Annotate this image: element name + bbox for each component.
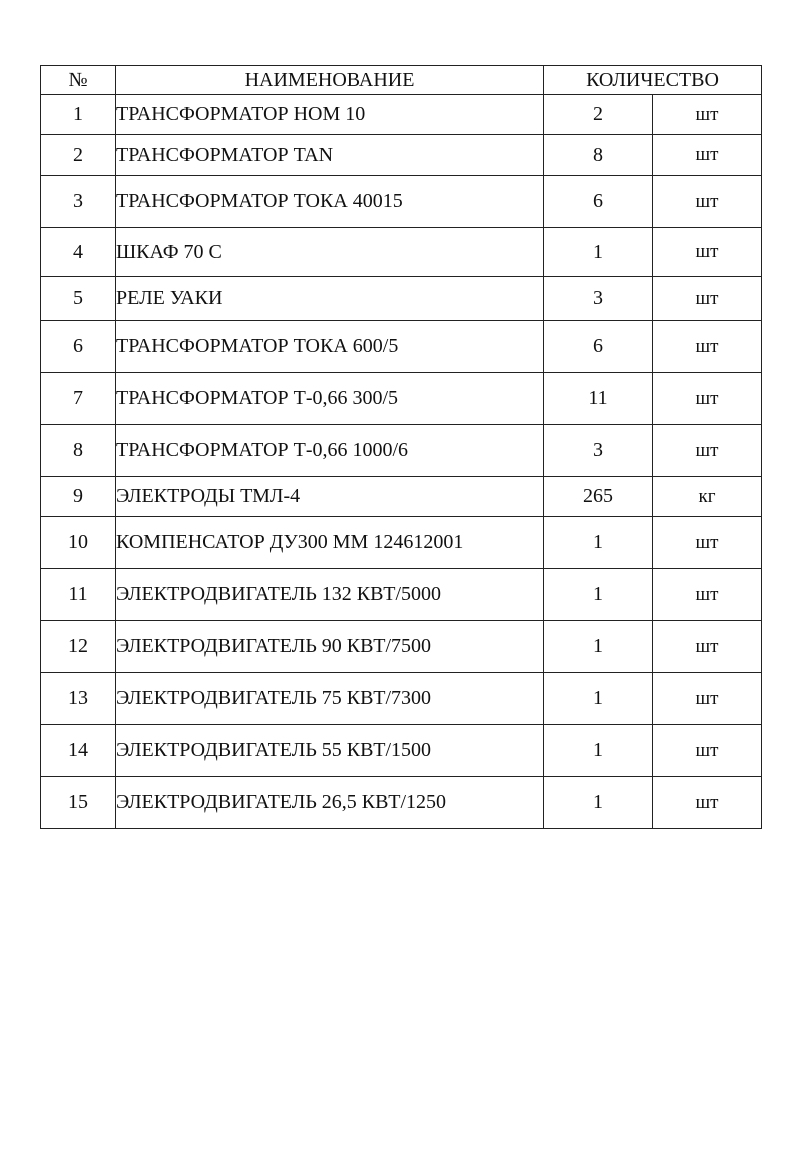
table-body — [41, 95, 762, 829]
item-name: ТРАНСФОРМАТОР Т-0,66 1000/6 — [116, 425, 544, 477]
item-name: ТРАНСФОРМАТОР НОМ 10 — [116, 95, 544, 135]
item-name: ЭЛЕКТРОДВИГАТЕЛЬ 132 КВТ/5000 — [116, 569, 544, 621]
item-quantity: 11 — [544, 373, 653, 425]
table-row — [41, 425, 762, 477]
item-unit: шт — [653, 425, 762, 477]
row-number: 9 — [41, 477, 116, 517]
inventory-table — [40, 65, 762, 829]
item-quantity: 2 — [544, 95, 653, 135]
table-row — [41, 777, 762, 829]
item-name: ШКАФ 70 С — [116, 228, 544, 277]
row-number: 7 — [41, 373, 116, 425]
table-row — [41, 621, 762, 673]
item-quantity: 265 — [544, 477, 653, 517]
row-number: 15 — [41, 777, 116, 829]
table-row — [41, 228, 762, 277]
item-name: ТРАНСФОРМАТОР Т-0,66 300/5 — [116, 373, 544, 425]
item-name: КОМПЕНСАТОР ДУ300 ММ 124612001 — [116, 517, 544, 569]
table-row — [41, 321, 762, 373]
item-unit: шт — [653, 95, 762, 135]
table-row — [41, 373, 762, 425]
row-number: 13 — [41, 673, 116, 725]
row-number: 6 — [41, 321, 116, 373]
item-quantity: 6 — [544, 321, 653, 373]
item-name: ЭЛЕКТРОДВИГАТЕЛЬ 75 КВТ/7300 — [116, 673, 544, 725]
item-unit: шт — [653, 228, 762, 277]
item-unit: кг — [653, 477, 762, 517]
item-name: ТРАНСФОРМАТОР ТОКА 600/5 — [116, 321, 544, 373]
item-quantity: 1 — [544, 777, 653, 829]
table-row — [41, 477, 762, 517]
header-number: № — [41, 66, 116, 95]
row-number: 1 — [41, 95, 116, 135]
item-unit: шт — [653, 725, 762, 777]
item-name: ТРАНСФОРМАТОР ТОКА 40015 — [116, 176, 544, 228]
item-quantity: 1 — [544, 517, 653, 569]
header-name: НАИМЕНОВАНИЕ — [116, 66, 544, 95]
row-number: 14 — [41, 725, 116, 777]
table-row — [41, 673, 762, 725]
table-row — [41, 517, 762, 569]
row-number: 10 — [41, 517, 116, 569]
row-number: 5 — [41, 277, 116, 321]
header-row — [41, 66, 762, 95]
item-unit: шт — [653, 373, 762, 425]
row-number: 4 — [41, 228, 116, 277]
item-quantity: 1 — [544, 725, 653, 777]
table-row — [41, 569, 762, 621]
item-unit: шт — [653, 621, 762, 673]
row-number: 12 — [41, 621, 116, 673]
item-name: ЭЛЕКТРОДЫ ТМЛ-4 — [116, 477, 544, 517]
table-row — [41, 277, 762, 321]
item-unit: шт — [653, 673, 762, 725]
row-number: 11 — [41, 569, 116, 621]
item-name: ЭЛЕКТРОДВИГАТЕЛЬ 55 КВТ/1500 — [116, 725, 544, 777]
header-quantity: КОЛИЧЕСТВО — [544, 66, 762, 95]
item-name: ЭЛЕКТРОДВИГАТЕЛЬ 26,5 КВТ/1250 — [116, 777, 544, 829]
item-quantity: 8 — [544, 135, 653, 176]
item-quantity: 6 — [544, 176, 653, 228]
table-row — [41, 135, 762, 176]
item-unit: шт — [653, 517, 762, 569]
item-quantity: 1 — [544, 569, 653, 621]
item-quantity: 1 — [544, 228, 653, 277]
inventory-sheet — [40, 65, 761, 829]
row-number: 8 — [41, 425, 116, 477]
item-name: ТРАНСФОРМАТОР TAN — [116, 135, 544, 176]
item-name: РЕЛЕ УАКИ — [116, 277, 544, 321]
item-unit: шт — [653, 176, 762, 228]
item-unit: шт — [653, 277, 762, 321]
item-quantity: 1 — [544, 621, 653, 673]
table-row — [41, 725, 762, 777]
item-unit: шт — [653, 569, 762, 621]
row-number: 2 — [41, 135, 116, 176]
table-row — [41, 95, 762, 135]
item-quantity: 3 — [544, 277, 653, 321]
row-number: 3 — [41, 176, 116, 228]
item-quantity: 3 — [544, 425, 653, 477]
item-unit: шт — [653, 777, 762, 829]
item-name: ЭЛЕКТРОДВИГАТЕЛЬ 90 КВТ/7500 — [116, 621, 544, 673]
item-quantity: 1 — [544, 673, 653, 725]
item-unit: шт — [653, 321, 762, 373]
table-row — [41, 176, 762, 228]
item-unit: шт — [653, 135, 762, 176]
